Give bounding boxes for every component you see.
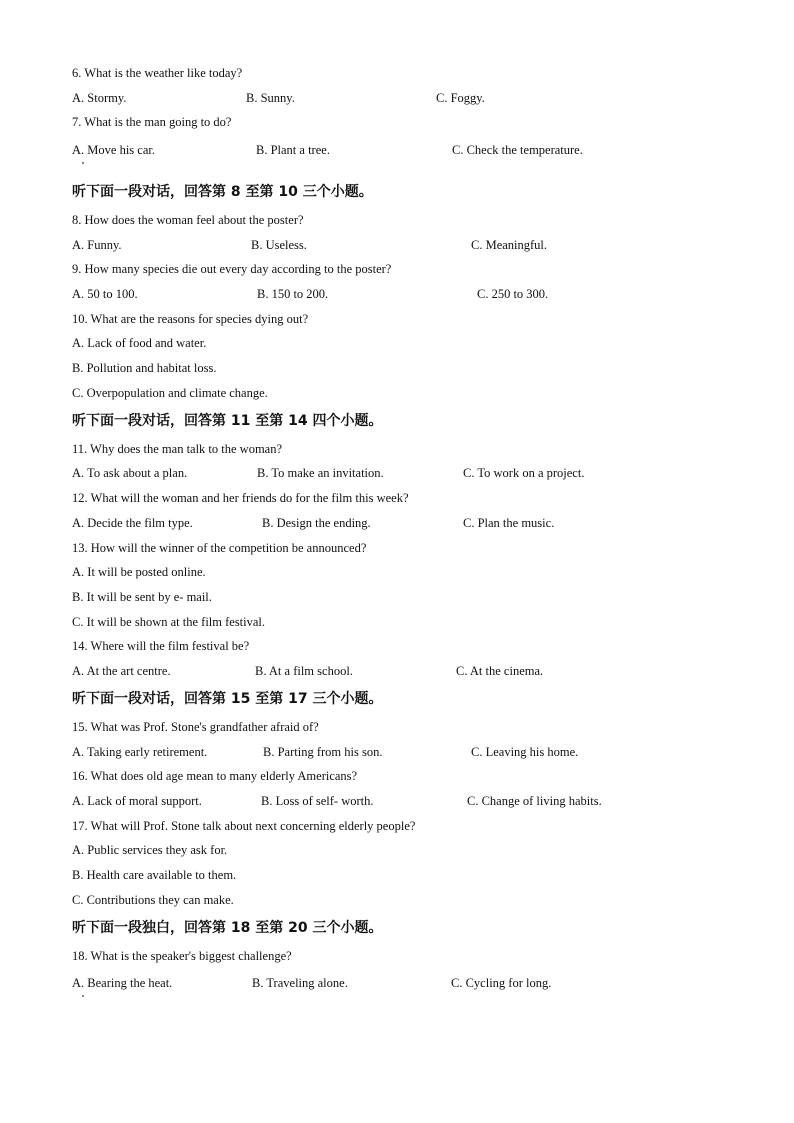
q8-option-c: C. Meaningful.: [471, 238, 548, 252]
q10-option-a: A. Lack of food and water.: [72, 336, 207, 350]
q14-option-b: B. At a film school.: [255, 664, 353, 678]
q18-option-a: A. Bearing the heat.: [72, 976, 173, 990]
question-7: 7. What is the man going to do?: [72, 115, 232, 129]
question-17: 17. What will Prof. Stone talk about next concerning elderly people?: [72, 819, 416, 833]
q13-option-b: B. It will be sent by e- mail.: [72, 590, 212, 604]
q6-option-b: B. Sunny.: [246, 91, 295, 105]
q7-option-b: B. Plant a tree.: [256, 143, 330, 157]
question-13: 13. How will the winner of the competition be announced?: [72, 541, 367, 555]
q8-option-b: B. Useless.: [251, 238, 307, 252]
q15-option-c: C. Leaving his home.: [471, 745, 579, 759]
q18-option-c: C. Cycling for long.: [451, 976, 552, 990]
q16-option-c: C. Change of living habits.: [467, 794, 602, 808]
q17-option-b: B. Health care available to them.: [72, 868, 237, 882]
section-heading-8-10: 听下面一段对话，回答第 8 至第 10 三个小题。: [72, 184, 373, 200]
q10-option-b: B. Pollution and habitat loss.: [72, 361, 217, 375]
question-16: 16. What does old age mean to many elderly Americans?: [72, 769, 358, 783]
section-heading-18-20: 听下面一段独白，回答第 18 至第 20 三个小题。: [72, 920, 383, 936]
q13-option-a: A. It will be posted online.: [72, 565, 206, 579]
q12-option-a: A. Decide the film type.: [72, 516, 193, 530]
q18-option-b: B. Traveling alone.: [252, 976, 348, 990]
section-heading-11-14: 听下面一段对话，回答第 11 至第 14 四个小题。: [72, 413, 383, 429]
stray-mark: [82, 162, 84, 164]
q14-option-a: A. At the art centre.: [72, 664, 171, 678]
q15-option-a: A. Taking early retirement.: [72, 745, 208, 759]
q6-option-a: A. Stormy.: [72, 91, 127, 105]
stray-mark: [82, 995, 84, 997]
q17-option-a: A. Public services they ask for.: [72, 843, 228, 857]
question-6: 6. What is the weather like today?: [72, 66, 243, 80]
q7-option-c: C. Check the temperature.: [452, 143, 583, 157]
q11-option-b: B. To make an invitation.: [257, 466, 384, 480]
q9-option-b: B. 150 to 200.: [257, 287, 329, 301]
question-8: 8. How does the woman feel about the poster?: [72, 213, 304, 227]
q7-option-a: A. Move his car.: [72, 143, 155, 157]
q16-option-b: B. Loss of self- worth.: [261, 794, 374, 808]
question-18: 18. What is the speaker's biggest challenge?: [72, 949, 292, 963]
q9-option-c: C. 250 to 300.: [477, 287, 549, 301]
q12-option-c: C. Plan the music.: [463, 516, 555, 530]
question-15: 15. What was Prof. Stone's grandfather afraid of?: [72, 720, 319, 734]
q17-option-c: C. Contributions they can make.: [72, 893, 234, 907]
q13-option-c: C. It will be shown at the film festival.: [72, 615, 266, 629]
q16-option-a: A. Lack of moral support.: [72, 794, 202, 808]
q15-option-b: B. Parting from his son.: [263, 745, 383, 759]
question-14: 14. Where will the film festival be?: [72, 639, 250, 653]
question-11: 11. Why does the man talk to the woman?: [72, 442, 283, 456]
q9-option-a: A. 50 to 100.: [72, 287, 138, 301]
q11-option-a: A. To ask about a plan.: [72, 466, 188, 480]
q11-option-c: C. To work on a project.: [463, 466, 585, 480]
q6-option-c: C. Foggy.: [436, 91, 485, 105]
q12-option-b: B. Design the ending.: [262, 516, 371, 530]
question-12: 12. What will the woman and her friends do for the film this week?: [72, 491, 409, 505]
question-9: 9. How many species die out every day according to the poster?: [72, 262, 392, 276]
q10-option-c: C. Overpopulation and climate change.: [72, 386, 268, 400]
section-heading-15-17: 听下面一段对话，回答第 15 至第 17 三个小题。: [72, 691, 383, 707]
question-10: 10. What are the reasons for species dying out?: [72, 312, 309, 326]
q14-option-c: C. At the cinema.: [456, 664, 544, 678]
q8-option-a: A. Funny.: [72, 238, 122, 252]
